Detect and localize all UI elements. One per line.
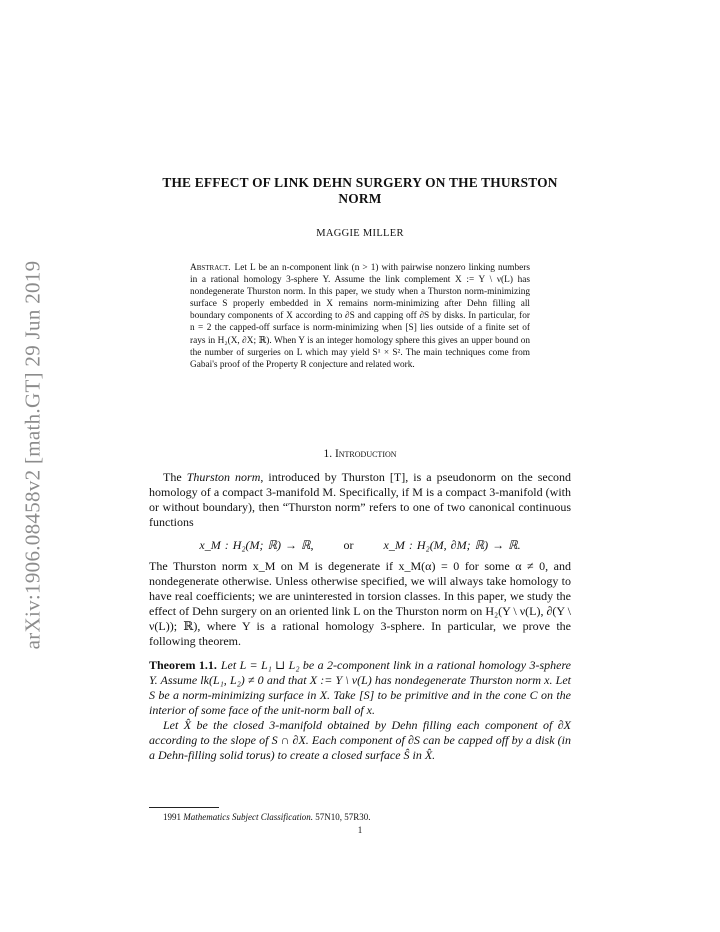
abstract-text: Let L be an n-component link (n > 1) with pairwise nonzero linking numbers in a rational homology 3-sphere Y. Assume the link complement X := Y \ ν(L) has nondegenerate Thurston norm. In this paper, we study when a Thurston norm-minimizing surface S properly embedded in X remains norm-minimizing after Dehn filling all boundary components of X according to ∂S and capping off ∂S by disks. In particular, for n = 2 the capped-off surface is norm-minimizing when [S] lies outside of a finite set of rays in H₂(X, ∂X; ℝ). When Y is an integer homology sphere this gives an upper bound on the number of surgeries on L which may yield S¹ × S². The main techniques come from Gabai's proof of the Property R conjecture and related work.: [190, 263, 530, 370]
author-name: MAGGIE MILLER: [316, 228, 404, 239]
paper-title: THE EFFECT OF LINK DEHN SURGERY ON THE THURSTON NORM: [162, 175, 558, 206]
intro-p1-lead: The: [163, 470, 187, 484]
page-number: 1: [357, 825, 363, 835]
abstract: [190, 262, 530, 371]
section-number: 1.: [323, 448, 333, 460]
intro-paragraph-2: The Thurston norm x_M on M is degenerate if x_M(α) = 0 for some α ≠ 0, and nondegenerate otherwise. Unless otherwise specified, we will always take homology to have real coefficients; we are uninterested in torsion classes. In this paper, we study the effect of Dehn surgery on an oriented link L on the Thurston norm on H₂(Y \ ν(L), ∂(Y \ ν(L)); ℝ), where Y is a rational homology 3-sphere. In particular, we prove the following theorem.: [149, 559, 571, 648]
footnote-rule: [149, 807, 219, 808]
footnote-year: 1991: [163, 812, 181, 822]
intro-p1-body: , introduced by Thurston [T], is a pseudonorm on the second homology of a compact 3-manifold M. Specifically, if M is a compact 3-manifold (with or without boundary), then “Thurston norm” refers to one of two canonical continuous functions: [149, 470, 572, 529]
theorem-label: Theorem 1.1.: [149, 658, 217, 672]
equation-left: x_M : H₂(M; ℝ) → ℝ,: [199, 538, 314, 552]
intro-paragraph-1: [149, 470, 571, 530]
display-equation: [149, 538, 571, 553]
footnote: [163, 812, 563, 822]
theorem-statement: Let L = L₁ ⊔ L₂ be a 2-component link in a rational homology 3-sphere Y. Assume lk(L₁, L₂) ≠ 0 and that X := Y \ ν(L) has nondegenerate Thurston norm x. Let S be a norm-minimizing surface in X. Take [S] to be primitive and in the cone C on the interior of some face of the unit-norm ball of x.: [149, 658, 571, 717]
equation-or: or: [343, 538, 354, 552]
abstract-label: Abstract.: [190, 263, 231, 273]
section-title: Introduction: [334, 448, 397, 460]
theorem-continuation: Let X̂ be the closed 3-manifold obtained by Dehn filling each component of ∂X according to the slope of S ∩ ∂X. Each component of ∂S can be capped off by a disk (in a Dehn-filling solid torus) to create a closed surface Ŝ in X̂.: [149, 718, 571, 762]
theorem-1-1: [149, 658, 571, 763]
arxiv-identifier: arXiv:1906.08458v2 [math.GT] 29 Jun 2019: [20, 260, 45, 650]
equation-right: x_M : H₂(M, ∂M; ℝ) → ℝ.: [383, 538, 521, 552]
footnote-label: Mathematics Subject Classification.: [183, 812, 313, 822]
section-heading: [150, 448, 570, 460]
thurston-norm-term: Thurston norm: [186, 470, 261, 484]
footnote-codes: 57N10, 57R30.: [315, 812, 371, 822]
